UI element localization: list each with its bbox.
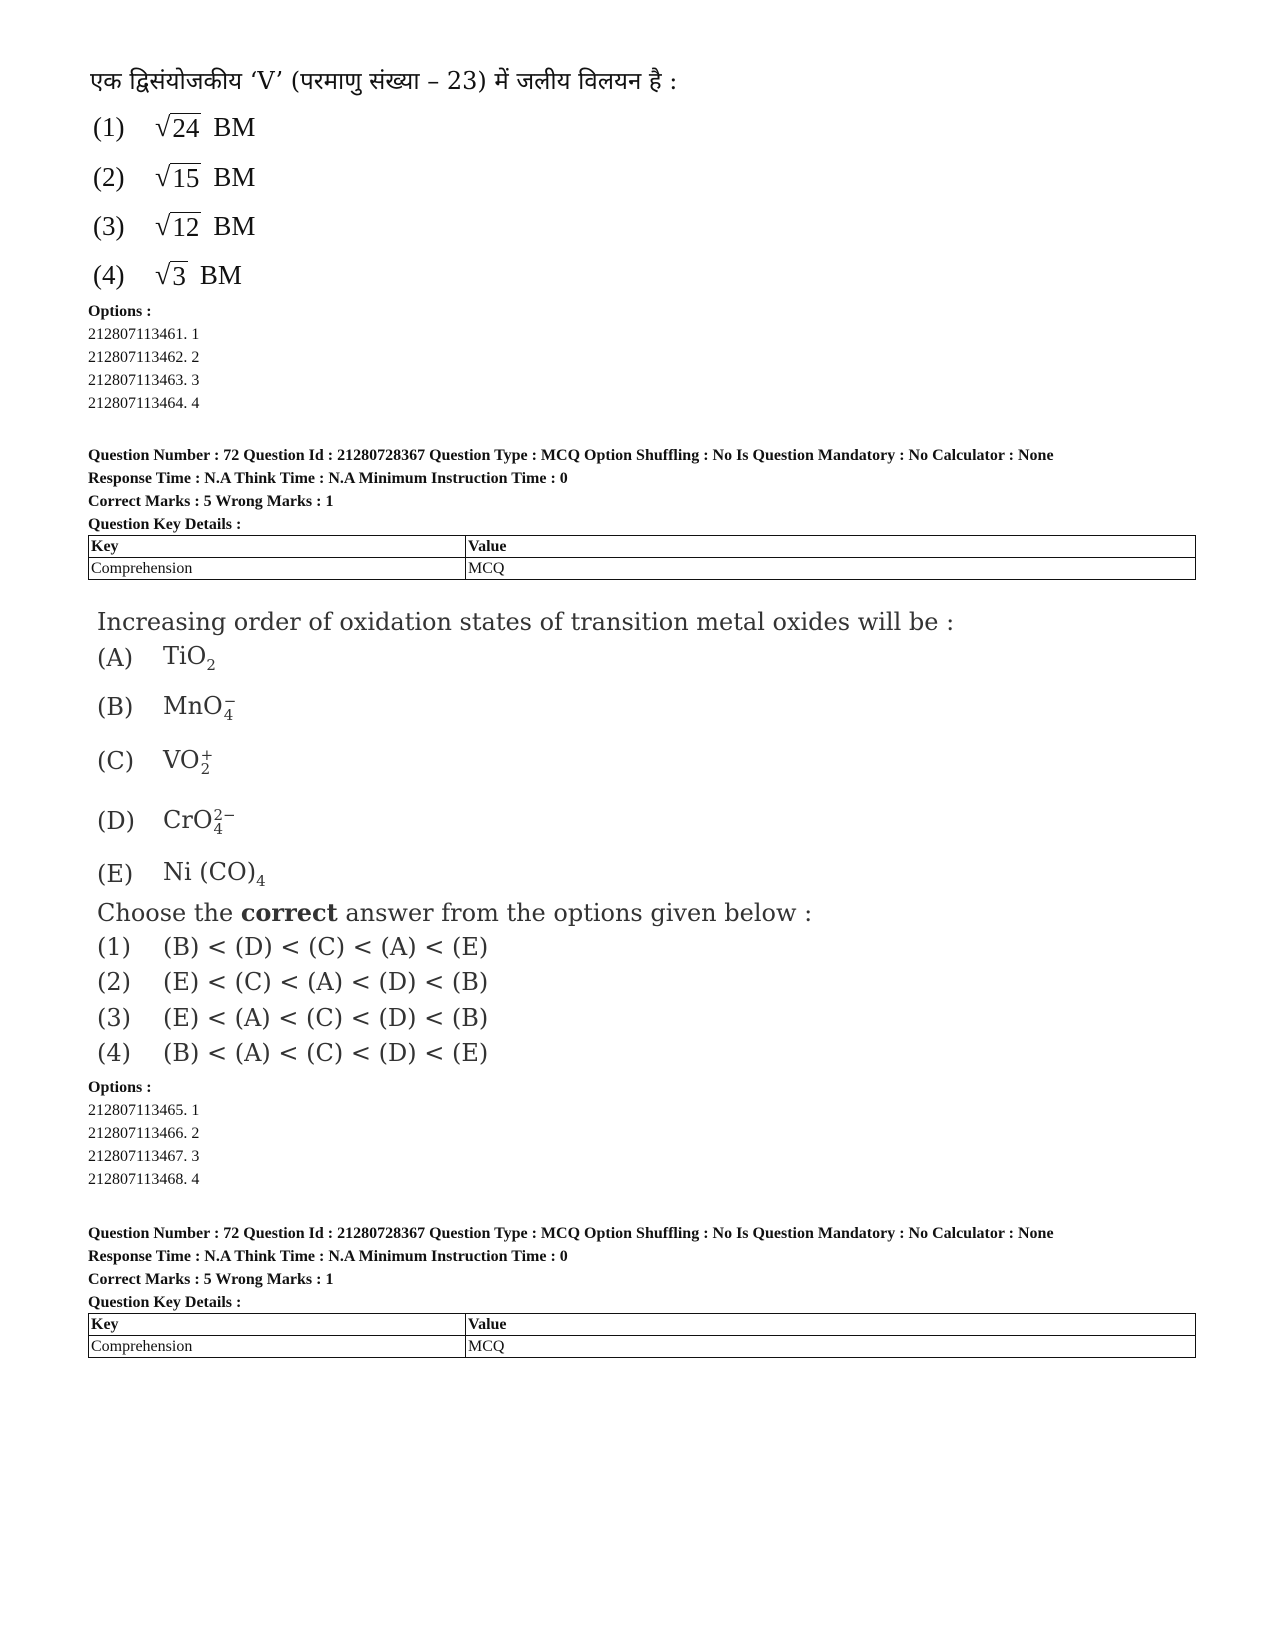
table-header-value: Value xyxy=(466,1314,1196,1336)
answer-text: (E) < (C) < (A) < (D) < (B) xyxy=(163,968,489,996)
radicand: 3 xyxy=(172,260,186,291)
formula-superscript: 2− xyxy=(213,805,236,824)
table-header-row xyxy=(89,536,1196,558)
marks-info-line: Correct Marks : 5 Wrong Marks : 1 xyxy=(88,1271,334,1288)
options-label: Options : xyxy=(88,303,152,320)
choose-text-bold: correct xyxy=(240,898,338,927)
chemical-formula xyxy=(163,858,266,890)
formula-base: CrO xyxy=(163,806,213,834)
table-row xyxy=(89,558,1196,580)
question-2-item xyxy=(97,806,236,836)
formula-subscript: 4 xyxy=(256,871,266,890)
answer-choice xyxy=(97,933,488,961)
radicand: 24 xyxy=(172,112,200,143)
item-label: (C) xyxy=(97,746,135,775)
table-cell-value: MCQ xyxy=(466,558,1196,580)
table-row xyxy=(89,1336,1196,1358)
chemical-formula xyxy=(163,642,216,674)
answer-number: (3) xyxy=(97,1004,131,1032)
unit: BM xyxy=(213,162,256,192)
choice-number: (3) xyxy=(93,211,125,241)
table-cell-key: Comprehension xyxy=(89,558,466,580)
square-root: √ 24 xyxy=(155,112,200,144)
question-1-stem: एक द्विसंयोजकीय ‘V’ (परमाणु संख्या – 23) में जलीय विलयन है : xyxy=(90,67,678,95)
question-1-choice xyxy=(93,260,242,291)
choice-number: (4) xyxy=(93,260,125,290)
radicand: 15 xyxy=(172,162,200,193)
option-id: 212807113468. 4 xyxy=(88,1171,200,1188)
formula-subscript: 4 xyxy=(213,819,224,838)
option-id: 212807113467. 3 xyxy=(88,1148,200,1165)
option-id: 212807113466. 2 xyxy=(88,1125,200,1142)
table-cell-key: Comprehension xyxy=(89,1336,466,1358)
item-label: (A) xyxy=(97,643,134,672)
table-cell-value: MCQ xyxy=(466,1336,1196,1358)
answer-text: (B) < (A) < (C) < (D) < (E) xyxy=(163,1039,489,1067)
answer-text: (E) < (A) < (C) < (D) < (B) xyxy=(163,1004,489,1032)
question-2-options xyxy=(88,1076,199,1191)
question-2-item xyxy=(97,746,213,776)
answer-number: (2) xyxy=(97,968,131,996)
question-info-block xyxy=(88,444,1054,536)
key-details-label: Question Key Details : xyxy=(88,516,242,533)
formula-superscript: − xyxy=(223,691,237,710)
choice-number: (2) xyxy=(93,162,125,192)
answer-number: (1) xyxy=(97,933,131,961)
formula-subscript: 4 xyxy=(223,705,234,724)
formula-superscript: + xyxy=(200,745,214,764)
formula-base: VO xyxy=(163,746,200,774)
answer-choice xyxy=(97,1004,488,1032)
formula-script-stack xyxy=(223,691,237,724)
formula-base: MnO xyxy=(163,692,223,720)
formula-script-stack xyxy=(213,805,236,838)
question-info-block xyxy=(88,1222,1054,1314)
choose-text-post: answer from the options given below : xyxy=(337,899,813,927)
key-details-label: Question Key Details : xyxy=(88,1294,242,1311)
chemical-formula xyxy=(163,692,236,722)
choose-instruction xyxy=(97,898,812,927)
question-1-choice xyxy=(93,112,255,143)
option-id: 212807113462. 2 xyxy=(88,349,200,366)
table-header-key: Key xyxy=(89,536,466,558)
radicand: 12 xyxy=(172,211,200,242)
question-info-line: Question Number : 72 Question Id : 21280728367 Question Type : MCQ Option Shuffling : No Is Question Mandatory : No Calculator : None xyxy=(88,447,1054,464)
item-label: (E) xyxy=(97,859,134,888)
question-key-table xyxy=(88,1313,1196,1358)
option-id: 212807113463. 3 xyxy=(88,372,200,389)
answer-number: (4) xyxy=(97,1039,131,1067)
unit: BM xyxy=(213,112,256,142)
unit: BM xyxy=(199,260,242,290)
table-header-key: Key xyxy=(89,1314,466,1336)
question-key-table xyxy=(88,535,1196,580)
question-2-item xyxy=(97,692,236,722)
formula-script-stack xyxy=(200,745,214,778)
table-header-row xyxy=(89,1314,1196,1336)
item-label: (D) xyxy=(97,806,135,835)
timing-info-line: Response Time : N.A Think Time : N.A Minimum Instruction Time : 0 xyxy=(88,470,568,487)
choice-number: (1) xyxy=(93,112,125,142)
formula-base: Ni (CO) xyxy=(163,858,257,886)
table-header-value: Value xyxy=(466,536,1196,558)
question-1-choice xyxy=(93,211,255,242)
options-label: Options : xyxy=(88,1079,152,1096)
question-2-item xyxy=(97,642,216,674)
marks-info-line: Correct Marks : 5 Wrong Marks : 1 xyxy=(88,493,334,510)
formula-base: TiO xyxy=(163,642,207,670)
square-root: √ 3 xyxy=(155,260,186,292)
unit: BM xyxy=(213,211,256,241)
answer-text: (B) < (D) < (C) < (A) < (E) xyxy=(163,933,489,961)
option-id: 212807113464. 4 xyxy=(88,395,200,412)
question-2-stem: Increasing order of oxidation states of transition metal oxides will be : xyxy=(97,608,955,636)
chemical-formula xyxy=(163,746,213,776)
option-id: 212807113465. 1 xyxy=(88,1102,200,1119)
choose-text-pre: Choose the xyxy=(97,899,241,927)
question-info-line: Question Number : 72 Question Id : 21280728367 Question Type : MCQ Option Shuffling : No Is Question Mandatory : No Calculator : None xyxy=(88,1225,1054,1242)
timing-info-line: Response Time : N.A Think Time : N.A Minimum Instruction Time : 0 xyxy=(88,1248,568,1265)
answer-choice xyxy=(97,1039,488,1067)
question-1-choice xyxy=(93,162,255,193)
formula-subscript: 2 xyxy=(206,655,216,674)
square-root: √ 15 xyxy=(155,162,200,194)
question-1-options xyxy=(88,300,199,415)
formula-subscript: 2 xyxy=(200,759,211,778)
item-label: (B) xyxy=(97,692,134,721)
question-2-item xyxy=(97,858,266,890)
answer-choice xyxy=(97,968,488,996)
chemical-formula xyxy=(163,806,236,836)
square-root: √ 12 xyxy=(155,211,200,243)
option-id: 212807113461. 1 xyxy=(88,326,200,343)
